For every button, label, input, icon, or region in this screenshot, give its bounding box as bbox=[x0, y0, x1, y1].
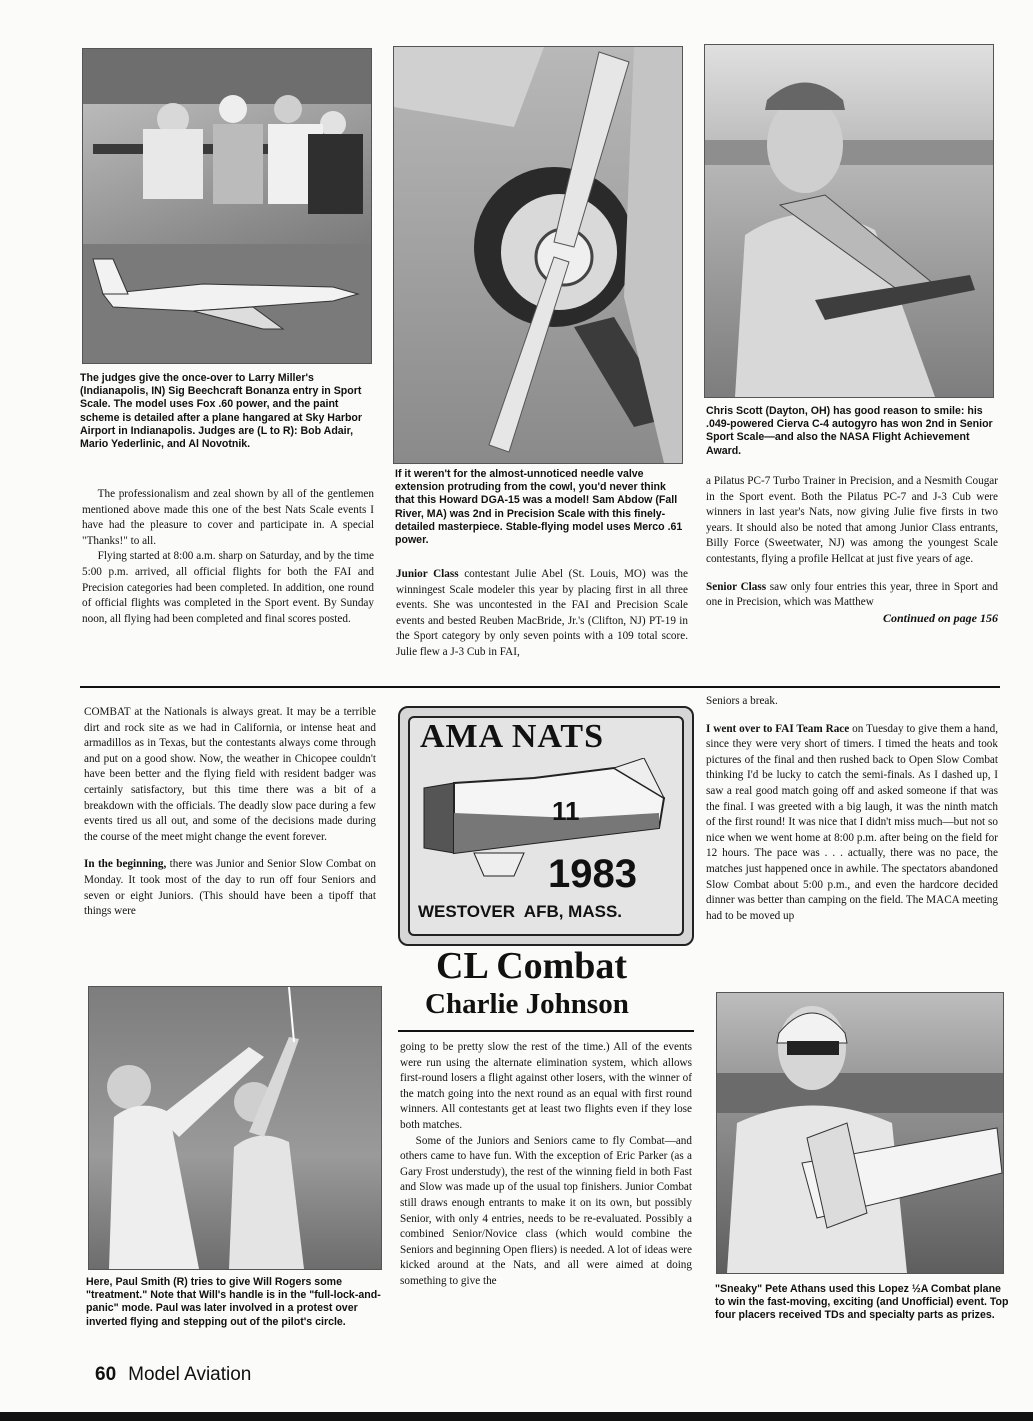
paragraph: Some of the Juniors and Seniors came to fly Combat—and others came to have fun. With the exception of Eric Parker (as a Gary Frost understudy), the rest of the winning field in both Fast and Slow was made up of the usual top finishers. Junior Combat still draws enough entrants to make it on its own, but possibly Senior, with only 4 entries, needs to be re-evaluated. Possibly a combined Senior/Novice class (which would combine the Seniors and beginning Open fliers) is needed. A lot of ideas were kicked around at the Nats, and all were aimed at doing something to give the bbox=[400, 1134, 692, 1287]
caption-howard: If it weren't for the almost-unnoticed needle valve extension protruding from the cowl, you'd never think that this Howard DGA-15 was a model! Sam Abdow (Fall River, MA) was 2nd in Precision Scale with this finely-detailed masterpiece. Stable-flying model uses Merco .61 power. bbox=[395, 468, 683, 547]
photo-howard-dga15 bbox=[393, 46, 683, 464]
photo-judges bbox=[82, 48, 372, 364]
lead-in: Senior Class bbox=[706, 580, 767, 593]
combat-column-2 bbox=[400, 1040, 692, 1290]
title-rule bbox=[398, 1030, 694, 1032]
paragraph: I went over to FAI Team Race on Tuesday to give them a hand, since they were very short of timers. I timed the heats and took pictures of the final and then rushed back to Open Slow Combat thinking I'd be lucky to catch the semi-finals. As I dashed up, I saw a real good match going off and asked someone if that was the final. I was greeted with a big laugh, it was the ninth match of the first round! It was nice that I didn't miss much—but not so nice when we went home at 8:00 p.m. after being on the field for 12 hours. The pace was . . . actually, there was no pace, the matches just happened once in awhile. The spectators abandoned Slow Combat about 5:00 p.m., and even the hardcore decided dinner was better than camping on the field. The MACA meeting had to be moved up bbox=[706, 722, 998, 922]
scale-column-2 bbox=[396, 567, 688, 661]
magazine-name: Model Aviation bbox=[128, 1364, 252, 1385]
combat-column-1 bbox=[84, 705, 376, 920]
paragraph: In the beginning, there was Junior and Senior Slow Combat on Monday. It took most of the day to run off four Seniors and seven or eight Juniors. (This should have been a tipoff that things were bbox=[84, 858, 376, 918]
article-title: CL Combat bbox=[436, 945, 628, 987]
paragraph: a Pilatus PC-7 Turbo Trainer in Precision, and a Nesmith Cougar in the Sport event. Both the Pilatus PC-7 and J-3 Cub were winners in last year's Nats, now giving Julie five firsts in two years. It should also be noted that among Junior Class entrants, Billy Force (Sweetwater, NJ) was among the youngest Scale contestants, flying a profile Hellcat at just five years of age. bbox=[706, 475, 998, 565]
paragraph: Junior Class contestant Julie Abel (St. Louis, MO) was the winningest Scale modeler this year by placing first in all three events. She was uncontested in the FAI and Precision Scale events and bested Reuben MacBride, Jr.'s (Clifton, NJ) PT-19 in the Sport category by only seven points with a 109 total score. Julie flew a J-3 Cub in FAI, bbox=[396, 568, 688, 658]
badge-year: 1983 bbox=[548, 852, 637, 896]
lead-in: Junior Class bbox=[396, 568, 459, 580]
paragraph: Senior Class saw only four entries this year, three in Sport and one in Precision, which was Matthew bbox=[706, 580, 998, 609]
plane-number: 11 bbox=[552, 796, 580, 826]
page-number: 60 bbox=[95, 1364, 117, 1385]
page-footer bbox=[95, 1364, 251, 1386]
lead-in: I went over to FAI Team Race bbox=[706, 722, 850, 735]
paragraph: Seniors a break. bbox=[706, 695, 778, 707]
scale-column-1 bbox=[82, 487, 374, 627]
article-author: Charlie Johnson bbox=[425, 988, 629, 1020]
caption-chris-scott: Chris Scott (Dayton, OH) has good reason to smile: his .049-powered Cierva C-4 autogyro has won 2nd in Senior Sport Scale—and also the NASA Flight Achievement Award. bbox=[706, 405, 993, 457]
badge-title: AMA NATS bbox=[420, 718, 604, 755]
photo-chris-scott bbox=[704, 44, 994, 398]
combat-column-3 bbox=[706, 694, 998, 924]
caption-pete-athans: "Sneaky" Pete Athans used this Lopez ½A Combat plane to win the fast-moving, exciting (and Unofficial) event. Top four placers received TDs and specialty parts as prizes. bbox=[715, 1283, 1009, 1322]
paragraph: going to be pretty slow the rest of the time.) All of the events were run using the alternate elimination system, which allows first-round losers a flight against other losers, with the winner of the match going into the next round as an equal with first round winners. All contestants get at least two flights even if they lose both matches. bbox=[400, 1041, 692, 1131]
photo-paul-smith bbox=[88, 986, 382, 1270]
badge-location: WESTOVER AFB, MASS. bbox=[418, 902, 623, 921]
paragraph: COMBAT at the Nationals is always great. It may be a terrible dirt and rock site as we had in California, or intense heat and armadillos as in Texas, but the contestants always come through and put on a good show. Now, the weather in Chicopee couldn't have been better and the flying field with resident badger was certainly satisfactory, but this time there was a bit of a breakdown with the officials. The deadly slow pace during a few events tired us all out, and some of the decisions made during the course of the meet might change the event forever. bbox=[84, 706, 376, 843]
paragraph: Flying started at 8:00 a.m. sharp on Saturday, and by the time 5:00 p.m. arrived, all official flights for both the FAI and Precision categories had been completed. In addition, one round of official flights was completed in the Sport event. By Sunday noon, all flying had been completed and final scores posted. bbox=[82, 550, 374, 625]
scale-column-3 bbox=[706, 474, 998, 626]
caption-judges: The judges give the once-over to Larry Miller's (Indianapolis, IN) Sig Beechcraft Bonanza entry in Sport Scale. The model uses Fox .60 power, and the paint scheme is detailed after a plane hangared at Sky Harbor Airport in Indianapolis. Judges are (L to R): Bob Adair, Mario Yederlinic, and Al Novotnik. bbox=[80, 372, 363, 451]
lead-in: In the beginning, bbox=[84, 858, 167, 871]
paragraph: The professionalism and zeal shown by all of the gentlemen mentioned above made this one of the best Nats Scale events I have had the pleasure to cover and participate in. A special "Thanks!" to all. bbox=[82, 488, 374, 547]
section-divider bbox=[80, 686, 1000, 688]
photo-pete-athans bbox=[716, 992, 1004, 1274]
scan-edge bbox=[0, 1412, 1033, 1421]
caption-paul-smith: Here, Paul Smith (R) tries to give Will Rogers some "treatment." Note that Will's handle is in the "full-lock-and-panic" mode. Paul was later involved in a protest over inverted flying and stepping out of the pilot's circle. bbox=[86, 1276, 381, 1328]
continued-note: Continued on page 156 bbox=[882, 610, 998, 625]
